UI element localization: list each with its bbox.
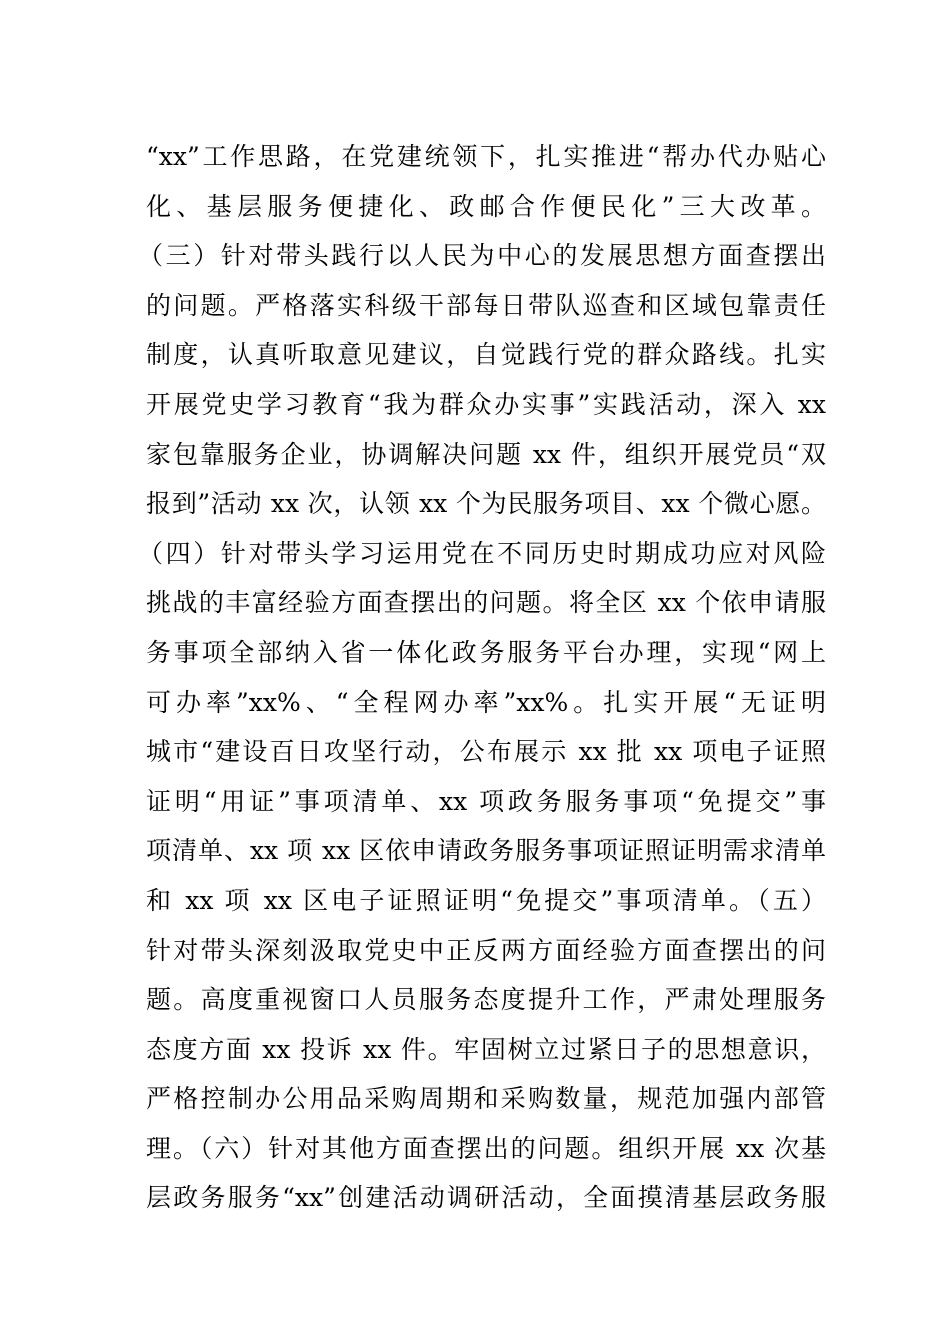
text-line-16: 和 xx 项 xx 区电子证照证明“免提交”事项清单。（五） xyxy=(146,885,826,915)
text-line-22: 层政务服务“xx”创建活动调研活动，全面摸清基层政务服 xyxy=(146,1183,826,1213)
text-line-5: 制度，认真听取意见建议，自觉践行党的群众路线。扎实 xyxy=(146,340,826,370)
text-line-7: 家包靠服务企业，协调解决问题 xx 件，组织开展党员“双 xyxy=(146,439,826,469)
text-line-8: 报到”活动 xx 次，认领 xx 个为民服务项目、xx 个微心愿。 xyxy=(146,489,826,519)
text-line-9: （四）针对带头学习运用党在不同历史时期成功应对风险 xyxy=(138,538,826,568)
text-line-13: 城市“建设百日攻坚行动，公布展示 xx 批 xx 项电子证照 xyxy=(146,737,826,767)
text-line-18: 题。高度重视窗口人员服务态度提升工作，严肃处理服务 xyxy=(146,985,826,1015)
text-line-6: 开展党史学习教育“我为群众办实事”实践活动，深入 xx xyxy=(146,389,826,419)
text-line-11: 务事项全部纳入省一体化政务服务平台办理，实现“网上 xyxy=(146,637,826,667)
text-line-15: 项清单、xx 项 xx 区依申请政务服务事项证照证明需求清单 xyxy=(146,836,826,866)
text-line-3: （三）针对带头践行以人民为中心的发展思想方面查摆出 xyxy=(138,241,826,271)
text-line-10: 挑战的丰富经验方面查摆出的问题。将全区 xx 个依申请服 xyxy=(146,588,826,618)
text-line-4: 的问题。严格落实科级干部每日带队巡查和区域包靠责任 xyxy=(146,290,826,320)
text-line-2: 化、基层服务便捷化、政邮合作便民化”三大改革。 xyxy=(146,191,826,221)
body-text xyxy=(138,132,826,1223)
text-line-17: 针对带头深刻汲取党史中正反两方面经验方面查摆出的问 xyxy=(146,935,826,965)
text-line-1: “xx”工作思路，在党建统领下，扎实推进“帮办代办贴心 xyxy=(146,142,826,171)
text-line-14: 证明“用证”事项清单、xx 项政务服务事项“免提交”事 xyxy=(146,786,826,816)
text-line-12: 可办率”xx%、“全程网办率”xx%。扎实开展“无证明 xyxy=(146,687,826,717)
text-line-20: 严格控制办公用品采购周期和采购数量，规范加强内部管 xyxy=(146,1084,826,1114)
text-line-21: 理。（六）针对其他方面查摆出的问题。组织开展 xx 次基 xyxy=(146,1133,826,1163)
text-line-19: 态度方面 xx 投诉 xx 件。牢固树立过紧日子的思想意识， xyxy=(146,1034,826,1064)
